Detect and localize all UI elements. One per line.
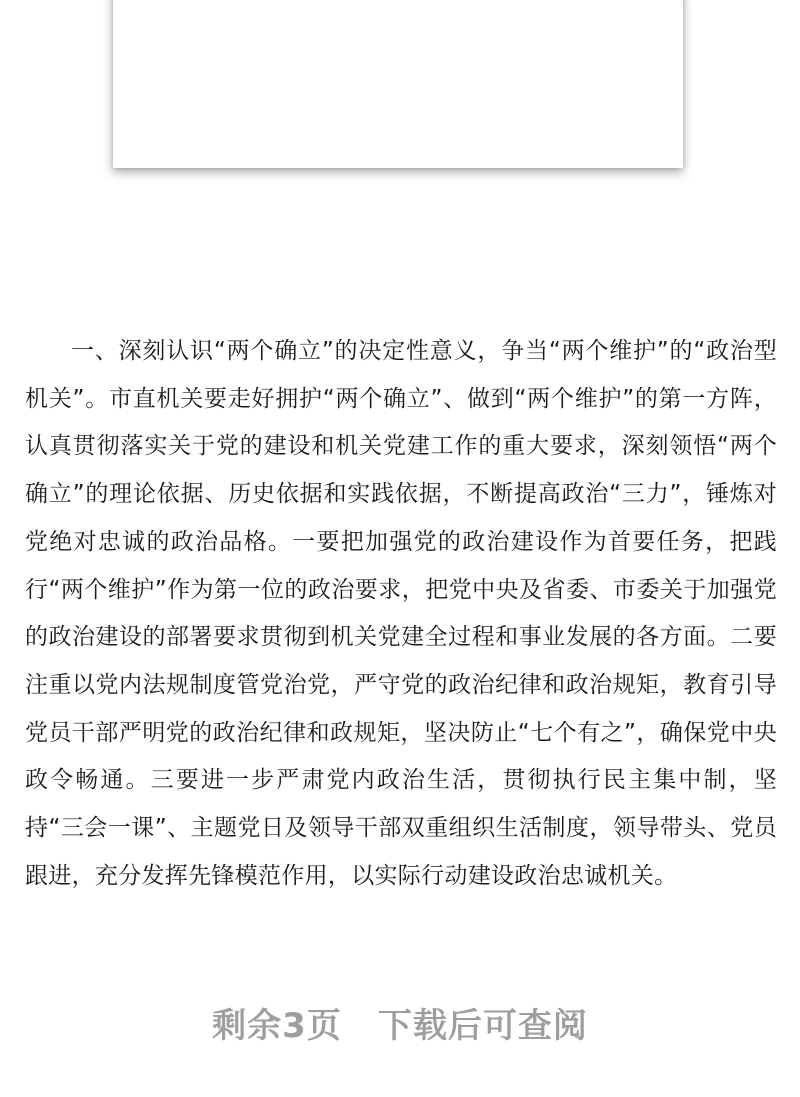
remaining-pages-text: 剩余3页 — [212, 1006, 342, 1046]
download-hint-text: 下载后可查阅 — [377, 1006, 588, 1046]
document-body — [25, 328, 777, 900]
page-preview-card — [113, 0, 683, 168]
download-prompt[interactable] — [0, 998, 800, 1047]
document-paragraph: 一、深刻认识“两个确立”的决定性意义，争当“两个维护”的“政治型机关”。市直机关要走好拥护“两个确立”、做到“两个维护”的第一方阵，认真贯彻落实关于党的建设和机关党建工作的重大要求，深刻领悟“两个确立”的理论依据、历史依据和实践依据，不断提高政治“三力”，锤炼对党绝对忠诚的政治品格。一要把加强党的政治建设作为首要任务，把践行“两个维护”作为第一位的政治要求，把党中央及省委、市委关于加强党的政治建设的部署要求贯彻到机关党建全过程和事业发展的各方面。二要注重以党内法规制度管党治党，严守党的政治纪律和政治规矩，教育引导党员干部严明党的政治纪律和政规矩，坚决防止“七个有之”，确保党中央政令畅通。三要进一步严肃党内政治生活，贯彻执行民主集中制，坚持“三会一课”、主题党日及领导干部双重组织生活制度，领导带头、党员跟进，充分发挥先锋模范作用，以实际行动建设政治忠诚机关。 — [25, 338, 777, 889]
